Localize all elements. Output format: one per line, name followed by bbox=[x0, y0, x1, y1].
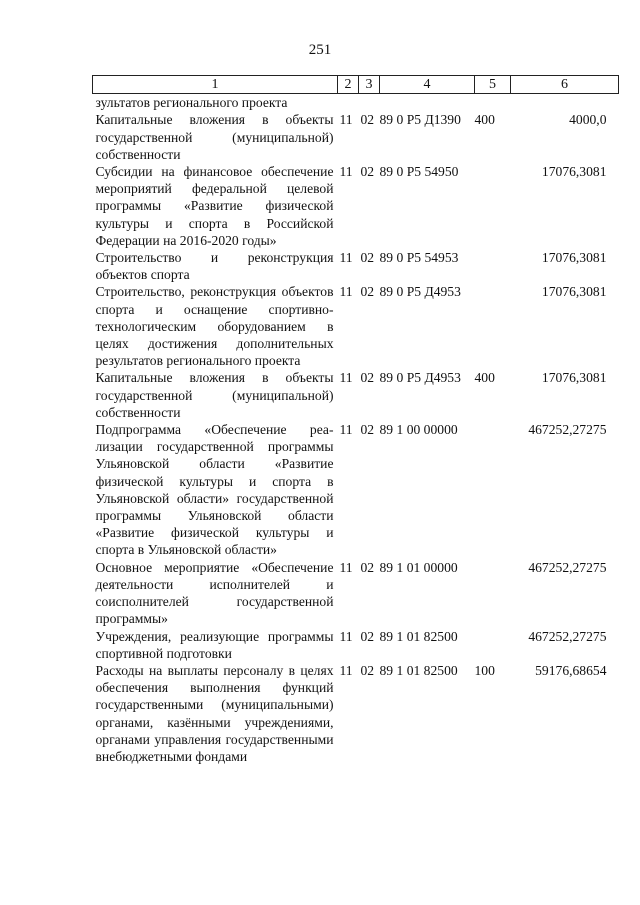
header-col-4: 4 bbox=[380, 76, 475, 94]
table-header-row bbox=[93, 76, 619, 94]
row-amount: 467252,27275 bbox=[528, 559, 607, 575]
row-subsection: 02 bbox=[360, 164, 375, 180]
row-name: Основное мероприятие «Обеспечение деятельности исполнителей и соисполнителей государственной программы» bbox=[95, 559, 334, 627]
row-amount: 17076,3081 bbox=[541, 284, 607, 300]
row-expense-type: 100 bbox=[474, 662, 495, 678]
header-col-2: 2 bbox=[338, 76, 359, 94]
row-target-article: 89 1 00 00000 bbox=[379, 422, 458, 438]
row-section: 11 bbox=[339, 284, 353, 300]
row-name: Строительство и реконструкция объектов спорта bbox=[95, 250, 334, 283]
row-name: Учреждения, реализующие программы спортивной подготовки bbox=[95, 628, 334, 661]
row-subsection: 02 bbox=[360, 662, 375, 678]
budget-table bbox=[92, 75, 619, 765]
row-name: Строительство, реконструкция объектов спорта и оснащение спортивно-технологическим оборудованием в целях достижения дополнительных результатов регионального проекта bbox=[95, 284, 334, 369]
row-amount: 17076,3081 bbox=[541, 250, 607, 266]
row-amount: 467252,27275 bbox=[528, 422, 607, 438]
header-col-3: 3 bbox=[359, 76, 380, 94]
row-subsection: 02 bbox=[360, 628, 375, 644]
row-expense-type: 400 bbox=[474, 370, 495, 386]
row-subsection: 02 bbox=[360, 250, 375, 266]
row-section: 11 bbox=[339, 250, 353, 266]
row-section: 11 bbox=[339, 164, 353, 180]
row-subsection: 02 bbox=[360, 370, 375, 386]
row-subsection bbox=[359, 94, 380, 112]
row-section: 11 bbox=[339, 559, 353, 575]
row-expense-type bbox=[475, 421, 511, 559]
header-col-1: 1 bbox=[93, 76, 338, 94]
table-row bbox=[93, 94, 619, 112]
row-subsection: 02 bbox=[360, 112, 375, 128]
row-expense-type bbox=[475, 94, 511, 112]
row-target-article: 89 0 Р5 Д4953 bbox=[379, 284, 461, 300]
table-row bbox=[93, 163, 619, 249]
page-number: 251 bbox=[308, 42, 332, 58]
table-row bbox=[93, 662, 619, 765]
header-col-6: 6 bbox=[511, 76, 619, 94]
row-name: Расходы на выплаты персоналу в целях обеспечения выполнения функций государственными (муниципальными) органами, казёнными учреждениями, органами управления государственными внебюджетными фондами bbox=[95, 662, 334, 764]
row-section: 11 bbox=[339, 370, 353, 386]
row-section: 11 bbox=[339, 112, 353, 128]
row-section: 11 bbox=[339, 662, 353, 678]
row-subsection: 02 bbox=[360, 559, 375, 575]
table-row bbox=[93, 559, 619, 628]
row-amount: 17076,3081 bbox=[541, 164, 607, 180]
row-expense-type bbox=[475, 249, 511, 283]
row-amount: 17076,3081 bbox=[541, 370, 607, 386]
row-expense-type: 400 bbox=[474, 112, 495, 128]
row-target-article bbox=[380, 94, 475, 112]
table-row bbox=[93, 421, 619, 559]
row-expense-type bbox=[475, 559, 511, 628]
row-target-article: 89 0 Р5 Д1390 bbox=[379, 112, 461, 128]
row-target-article: 89 1 01 00000 bbox=[379, 559, 458, 575]
row-name: Капитальные вложения в объекты государственной (муниципальной) собственности bbox=[95, 370, 334, 420]
row-name: Капитальные вложения в объекты государственной (муниципальной) собственности bbox=[95, 112, 334, 162]
row-subsection: 02 bbox=[360, 284, 375, 300]
table-row bbox=[93, 111, 619, 163]
row-target-article: 89 1 01 82500 bbox=[379, 628, 458, 644]
table-row bbox=[93, 628, 619, 662]
row-amount: 59176,68654 bbox=[535, 662, 607, 678]
row-expense-type bbox=[475, 628, 511, 662]
row-target-article: 89 0 Р5 Д4953 bbox=[379, 370, 461, 386]
table-row bbox=[93, 283, 619, 369]
row-expense-type bbox=[475, 283, 511, 369]
row-target-article: 89 0 Р5 54950 bbox=[379, 164, 459, 180]
table-row bbox=[93, 249, 619, 283]
row-subsection: 02 bbox=[360, 422, 375, 438]
row-expense-type bbox=[475, 163, 511, 249]
row-name: Субсидии на финансовое обеспечение мероприятий федеральной целевой программы «Развитие физической культуры и спорта в Российской Федерации на 2016-2020 годы» bbox=[95, 164, 334, 248]
row-amount: 4000,0 bbox=[569, 112, 607, 128]
row-amount bbox=[511, 94, 619, 112]
row-target-article: 89 1 01 82500 bbox=[379, 662, 458, 678]
row-name: Подпрограмма «Обеспечение реализации государственной программы Ульяновской области «Развитие физической культуры и спорта в Ульяновской области» государственной программы Ульяновской области «Развитие физической культуры и спорта в Ульяновской области» bbox=[95, 422, 334, 558]
row-section: 11 bbox=[339, 422, 353, 438]
row-section: 11 bbox=[339, 628, 353, 644]
row-section bbox=[338, 94, 359, 112]
header-col-5: 5 bbox=[475, 76, 511, 94]
table-row bbox=[93, 369, 619, 421]
row-name: зультатов регионального проекта bbox=[95, 95, 288, 111]
row-amount: 467252,27275 bbox=[528, 628, 607, 644]
row-target-article: 89 0 Р5 54953 bbox=[379, 250, 459, 266]
